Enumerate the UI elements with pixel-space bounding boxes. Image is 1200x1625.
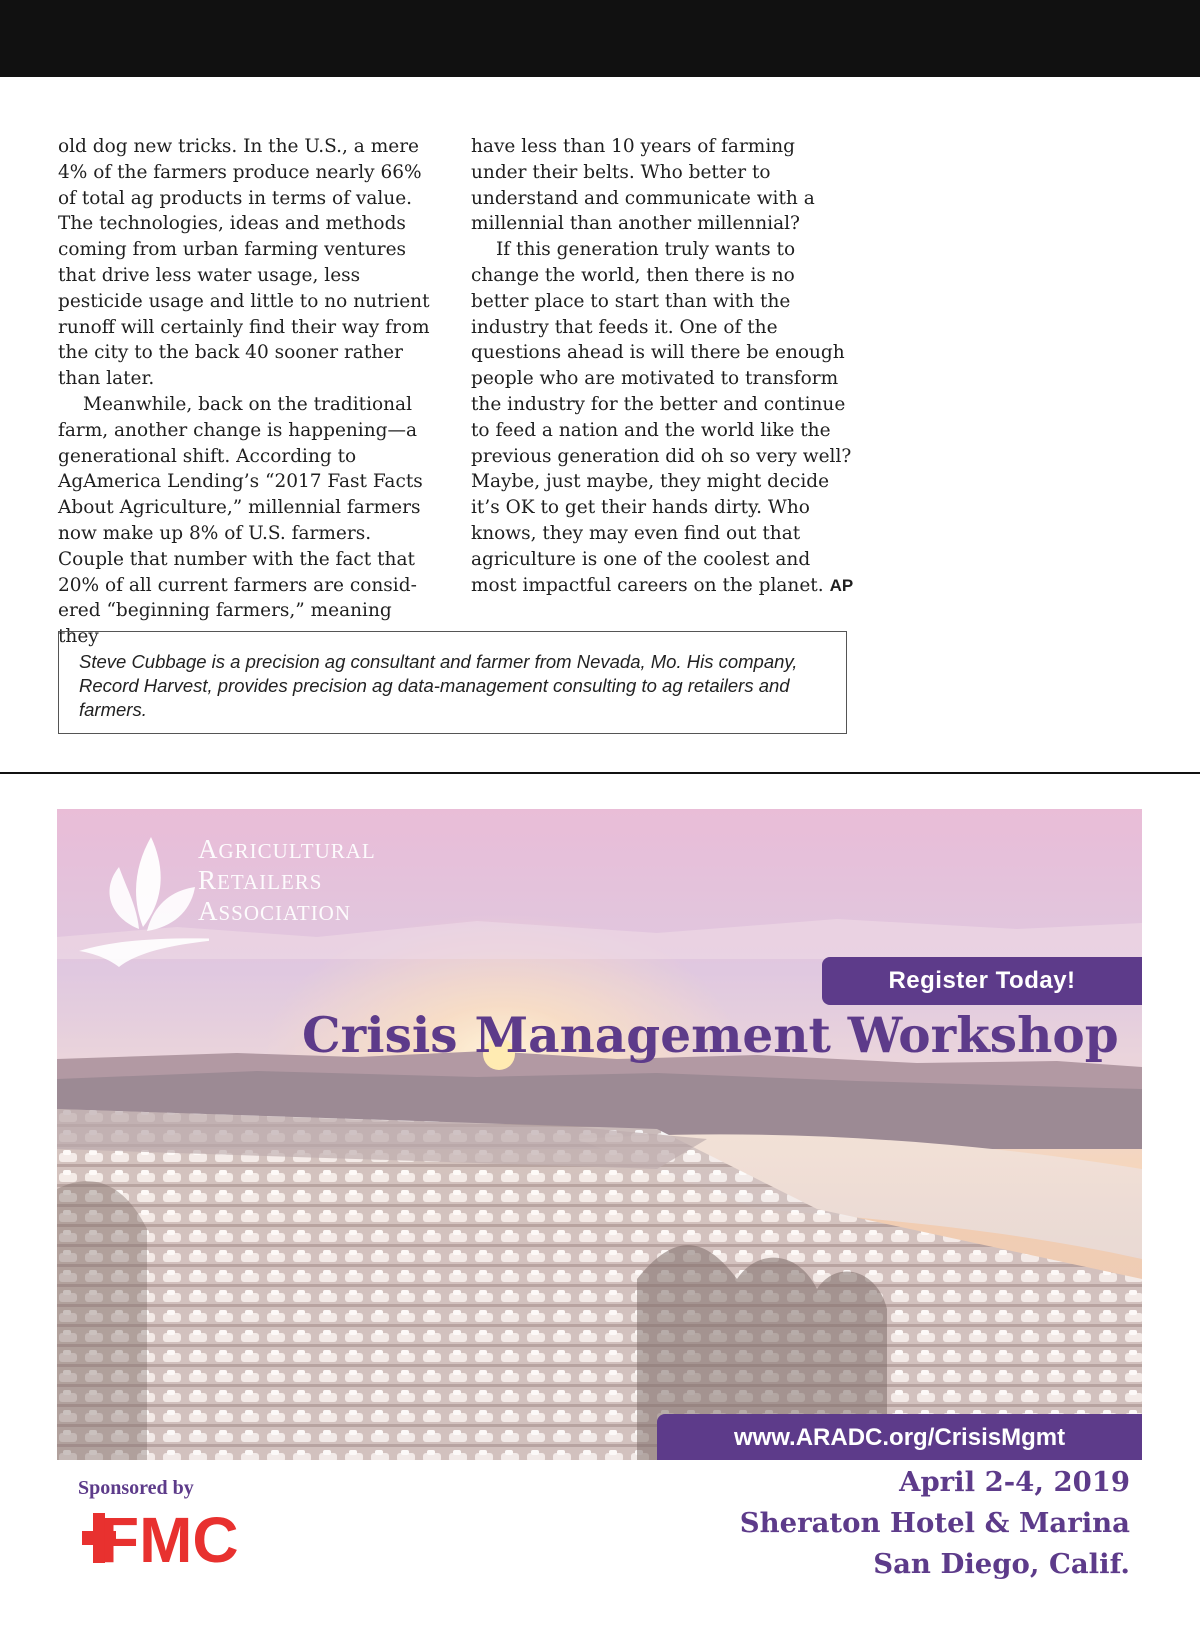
workshop-advertisement <box>57 809 1142 1460</box>
ara-leaf-logo <box>79 827 209 967</box>
article-column-right <box>471 134 856 598</box>
workshop-title: Crisis Management Workshop <box>302 1007 1119 1064</box>
author-bio-box: Steve Cubbage is a precision ag consultant and farmer from Nevada, Mo. His company, Record Harvest, provides precision ag data-management consulting to ag retailers and farmers. <box>58 631 847 734</box>
event-date: April 2-4, 2019 <box>899 1466 1130 1498</box>
section-divider <box>0 772 1200 774</box>
article-paragraph: Meanwhile, back on the traditional farm, another change is happening—a generational shift. According to AgAmerica Lending’s “2017 Fast Facts About Agriculture,” millennial farmers now make up 8% of U.S. farmers. Couple that number with the fact that 20% of all current farmers are considered “beginning farmers,” meaning they <box>58 393 423 648</box>
association-name <box>198 835 376 928</box>
fmc-sponsor-logo <box>82 1509 282 1567</box>
article-paragraph <box>471 237 856 598</box>
article-paragraph: have less than 10 years of farming under their belts. Who better to understand and communicate with a millennial than another millennial? <box>471 136 815 235</box>
end-mark: AP <box>829 575 854 595</box>
article-paragraph: old dog new tricks. In the U.S., a mere 4% of the farmers produce nearly 66% of total ag products in terms of value. The technologies, ideas and methods coming from urban farming ventures that drive less water usage, less pesticide usage and little to no nutrient runoff will certainly find their way from the city to the back 40 sooner rather than later. <box>58 136 430 390</box>
association-name-line: ASSOCIATION <box>198 896 352 926</box>
sponsored-by-label: Sponsored by <box>78 1477 194 1499</box>
event-venue: Sheraton Hotel & Marina <box>739 1507 1130 1539</box>
event-city: San Diego, Calif. <box>873 1548 1130 1580</box>
article-paragraph-text: If this generation truly wants to change the world, then there is no better place to start than with the industry that feeds it. One of the questions ahead is will there be enough people who are motivated to transform the industry for the better and continue to feed a nation and the world like the previous generation did oh so very well? Maybe, just maybe, they might decide it’s OK to get their hands dirty. Who knows, they may even find out that agriculture is one of the coolest and most impactful careers on the planet. <box>471 239 852 596</box>
association-name-line: AGRICULTURAL <box>198 834 376 864</box>
event-details <box>740 1462 1130 1585</box>
svg-text:FMC: FMC <box>100 1509 239 1567</box>
page-header-bar <box>0 0 1200 77</box>
registration-url-link[interactable]: www.ARADC.org/CrisisMgmt <box>657 1414 1142 1460</box>
register-today-button[interactable]: Register Today! <box>822 957 1142 1005</box>
article-column-left <box>58 134 438 650</box>
association-name-line: RETAILERS <box>198 865 323 895</box>
